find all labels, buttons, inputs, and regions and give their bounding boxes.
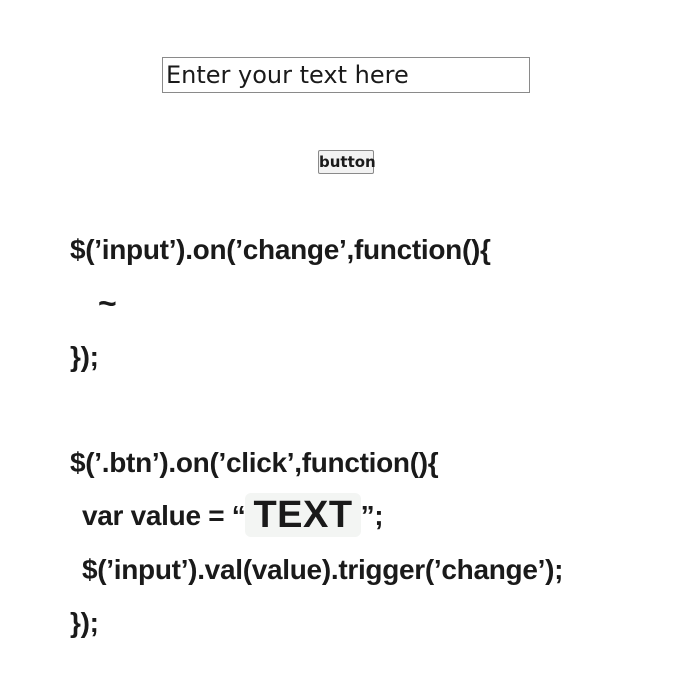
text-input[interactable]: [162, 57, 530, 93]
code-line-var-value: [82, 491, 383, 541]
code-var-prefix: var value = “: [82, 500, 246, 531]
code-var-suffix: ”;: [360, 500, 384, 531]
code-line-ellipsis: ~: [98, 285, 117, 321]
code-line-close-2: });: [70, 607, 99, 638]
text-value-chip: TEXT: [245, 493, 360, 537]
code-line-btn-on-click: $(’.btn’).on(’click’,function(){: [70, 447, 439, 478]
action-button[interactable]: button: [318, 150, 374, 174]
code-line-trigger-change: $(’input’).val(value).trigger(’change’);: [82, 554, 564, 585]
code-line-input-on-change: $(’input’).on(’change’,function(){: [70, 234, 491, 265]
code-line-close-1: });: [70, 341, 99, 372]
